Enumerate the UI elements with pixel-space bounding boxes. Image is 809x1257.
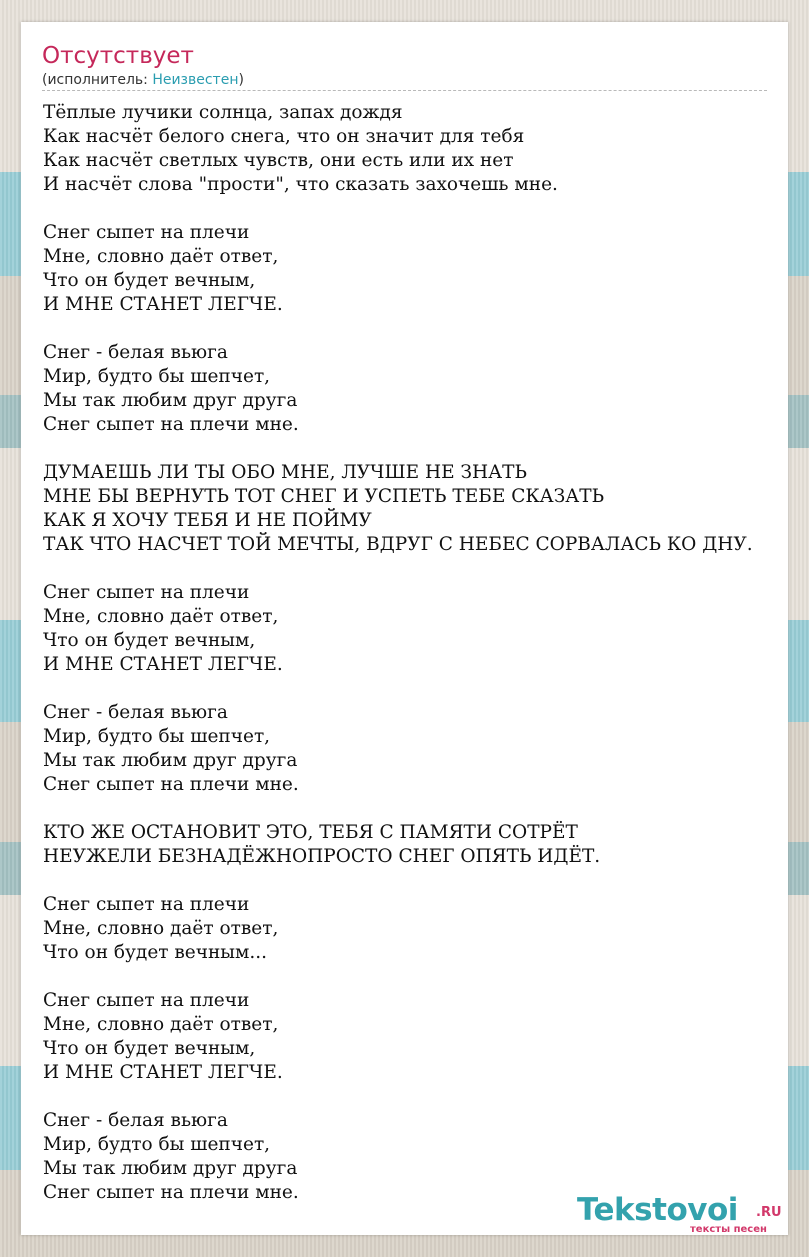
lyrics-line: Снег сыпет на плечи <box>43 222 250 243</box>
lyrics-line: Снег сыпет на плечи <box>43 582 250 603</box>
lyrics-line: КТО ЖЕ ОСТАНОВИТ ЭТО, ТЕБЯ С ПАМЯТИ СОТРЁТ <box>43 822 578 843</box>
lyrics-text <box>43 101 809 1205</box>
lyrics-blank-line <box>43 317 809 341</box>
lyrics-blank-line <box>43 557 809 581</box>
lyrics-line: НЕУЖЕЛИ БЕЗНАДЁЖНОПРОСТО СНЕГ ОПЯТЬ ИДЁТ. <box>43 846 601 867</box>
lyrics-blank-line <box>43 965 809 989</box>
lyrics-line: Мир, будто бы шепчет, <box>43 366 271 387</box>
lyrics-line: Что он будет вечным, <box>43 630 256 651</box>
lyrics-line: Снег сыпет на плечи мне. <box>43 774 299 795</box>
lyrics-line: Как насчёт белого снега, что он значит для тебя <box>43 126 525 147</box>
lyrics-line: Мне, словно даёт ответ, <box>43 918 279 939</box>
lyrics-line: Снег сыпет на плечи <box>43 990 250 1011</box>
lyrics-line: Снег - белая вьюга <box>43 1110 228 1131</box>
artist-prefix: (исполнитель: <box>42 72 153 88</box>
lyrics-blank-line <box>43 797 809 821</box>
song-title: Отсутствует <box>42 43 194 69</box>
lyrics-line: ДУМАЕШЬ ЛИ ТЫ ОБО МНЕ, ЛУЧШЕ НЕ ЗНАТЬ <box>43 462 527 483</box>
lyrics-line: Что он будет вечным... <box>43 942 268 963</box>
title-divider <box>42 90 767 91</box>
lyrics-blank-line <box>43 1085 809 1109</box>
lyrics-blank-line <box>43 197 809 221</box>
lyrics-line: Мы так любим друг друга <box>43 750 298 771</box>
artist-line <box>42 71 244 89</box>
artist-suffix: ) <box>238 72 244 88</box>
lyrics-line: Что он будет вечным, <box>43 1038 256 1059</box>
lyrics-line: Мир, будто бы шепчет, <box>43 1134 271 1155</box>
lyrics-line: КАК Я ХОЧУ ТЕБЯ И НЕ ПОЙМУ <box>43 510 372 531</box>
site-logo[interactable] <box>577 1190 782 1238</box>
lyrics-blank-line <box>43 677 809 701</box>
lyrics-line: МНЕ БЫ ВЕРНУТЬ ТОТ СНЕГ И УСПЕТЬ ТЕБЕ СКАЗАТЬ <box>43 486 605 507</box>
lyrics-line: Мы так любим друг друга <box>43 390 298 411</box>
lyrics-line: И насчёт слова "прости", что сказать захочешь мне. <box>43 174 558 195</box>
lyrics-line: Мне, словно даёт ответ, <box>43 246 279 267</box>
logo-wordmark: Tekstovoi <box>577 1192 738 1228</box>
lyrics-line: Снег сыпет на плечи мне. <box>43 414 299 435</box>
lyrics-line: И МНЕ СТАНЕТ ЛЕГЧЕ. <box>43 654 283 675</box>
logo-tld: .RU <box>756 1205 782 1220</box>
lyrics-line: Мы так любим друг друга <box>43 1158 298 1179</box>
lyrics-card <box>21 22 788 1235</box>
lyrics-line: Мир, будто бы шепчет, <box>43 726 271 747</box>
lyrics-line: ТАК ЧТО НАСЧЕТ ТОЙ МЕЧТЫ, ВДРУГ С НЕБЕС СОРВАЛАСЬ КО ДНУ. <box>43 534 753 555</box>
lyrics-blank-line <box>43 869 809 893</box>
lyrics-line: Мне, словно даёт ответ, <box>43 606 279 627</box>
lyrics-line: И МНЕ СТАНЕТ ЛЕГЧЕ. <box>43 294 283 315</box>
artist-link[interactable]: Неизвестен <box>152 72 239 88</box>
lyrics-line: Снег сыпет на плечи <box>43 894 250 915</box>
lyrics-line: Снег - белая вьюга <box>43 342 228 363</box>
lyrics-line: Мне, словно даёт ответ, <box>43 1014 279 1035</box>
lyrics-line: Что он будет вечным, <box>43 270 256 291</box>
lyrics-line: Тёплые лучики солнца, запах дождя <box>43 102 403 123</box>
lyrics-line: И МНЕ СТАНЕТ ЛЕГЧЕ. <box>43 1062 283 1083</box>
logo-tagline: тексты песен <box>690 1224 767 1235</box>
lyrics-blank-line <box>43 437 809 461</box>
lyrics-line: Снег сыпет на плечи мне. <box>43 1182 299 1203</box>
lyrics-line: Снег - белая вьюга <box>43 702 228 723</box>
lyrics-line: Как насчёт светлых чувств, они есть или их нет <box>43 150 514 171</box>
